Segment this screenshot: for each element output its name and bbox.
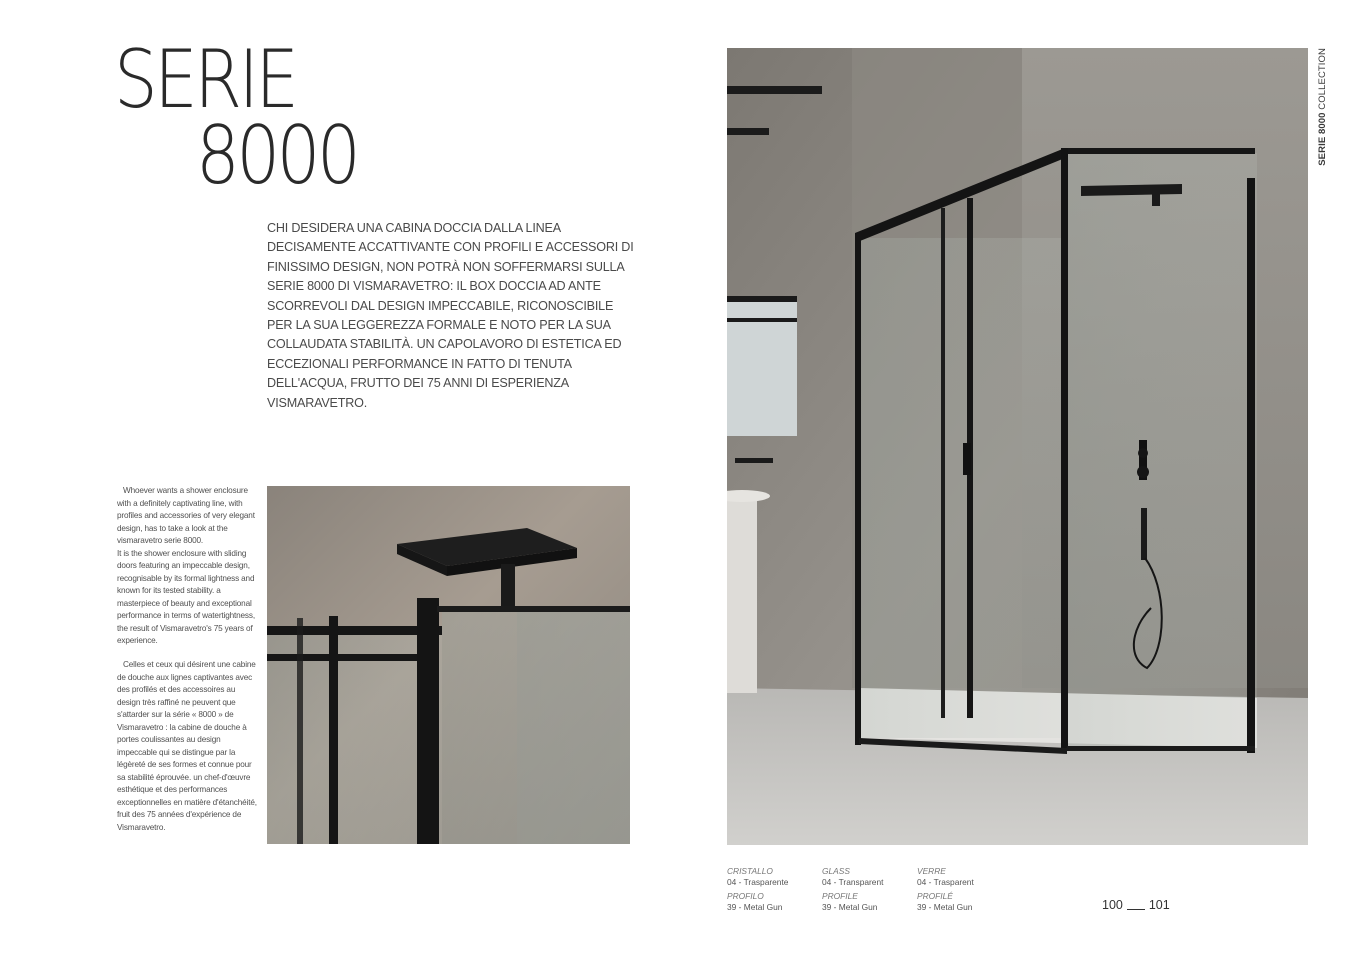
spec-glass-value: 04 - Transparent	[822, 877, 884, 887]
spec-profile-value: 39 - Metal Gun	[822, 902, 878, 912]
english-text	[117, 485, 257, 648]
spec-glass-value: 04 - Trasparente	[727, 877, 789, 887]
english-paragraph-1: Whoever wants a shower enclosure with a definitely captivating line, with profiles and accessories of very elegant design, has to take a look at the vismaravetro serie 8000.	[117, 486, 255, 545]
collection-side-label	[1317, 48, 1329, 168]
spec-profile-label: PROFILÉ	[917, 891, 953, 901]
spec-glass-label: CRISTALLO	[727, 866, 773, 876]
side-label-collection: COLLECTION	[1317, 48, 1328, 113]
page-number-left: 100	[1102, 898, 1123, 912]
detail-photo	[267, 486, 630, 844]
spec-glass-label: GLASS	[822, 866, 850, 876]
page-number-right: 101	[1148, 898, 1170, 912]
intro-paragraph: CHI DESIDERA UNA CABINA DOCCIA DALLA LINEA DECISAMENTE ACCATTIVANTE CON PROFILI E ACCESSORI DI FINISSIMO DESIGN, NON POTRÀ NON SOFFERMARSI SULLA SERIE 8000 DI VISMARAVETRO: IL BOX DOCCIA AD ANTE SCORREVOLI DAL DESIGN IMPECCABILE, RICONOSCIBILE PER LA SUA LEGGEREZZA FORMALE E NOTO PER LA SUA COLLAUDATA STABILITÀ. UN CAPOLAVORO DI ESTETICA ED ECCEZIONALI PERFORMANCE IN FATTO DI TENUTA DELL'ACQUA, FRUTTO DEI 75 ANNI DI ESPERIENZA VISMARAVETRO.	[267, 221, 634, 410]
detail-photo-illustration	[267, 486, 630, 844]
page-number-separator	[1127, 909, 1145, 910]
english-paragraph-2: It is the shower enclosure with sliding doors featuring an impeccable design, recognisable by its formal lightness and known for its tested stability. a masterpiece of beauty and exceptional performance in terms of watertightness, the result of Vismaravetro's 75 years of experience.	[117, 548, 255, 645]
french-paragraph: Celles et ceux qui désirent une cabine de douche aux lignes captivantes avec des profilés et des accessoires au design très raffiné ne peuvent que s'attarder sur la série « 8000 » de Vismaravetro : la cabine de douche à portes coulissantes au design impeccable qui se distingue par la légèreté de ses formes et connue pour sa stabilité éprouvée. un chef-d'œuvre esthétique et des performances exceptionnelles en matière d'étanchéité, fruit des 75 années d'expérience de Vismaravetro.	[117, 660, 257, 832]
title-serie: SERIE	[114, 33, 296, 126]
spec-profile-value: 39 - Metal Gun	[917, 902, 973, 912]
spec-glass-value: 04 - Trasparent	[917, 877, 974, 887]
spec-glass-label: VERRE	[917, 866, 946, 876]
main-photo	[727, 48, 1308, 845]
page-numbers	[1102, 898, 1170, 912]
side-label-series: SERIE 8000	[1317, 112, 1328, 166]
spec-profile-label: PROFILE	[822, 891, 858, 901]
title-8000: 8000	[196, 109, 358, 202]
spec-profile-value: 39 - Metal Gun	[727, 902, 783, 912]
spec-column-italian	[727, 866, 817, 916]
french-text	[117, 659, 257, 834]
main-photo-illustration	[727, 48, 1308, 845]
spec-column-french	[917, 866, 1007, 916]
spec-column-english	[822, 866, 912, 916]
spec-profile-label: PROFILO	[727, 891, 764, 901]
